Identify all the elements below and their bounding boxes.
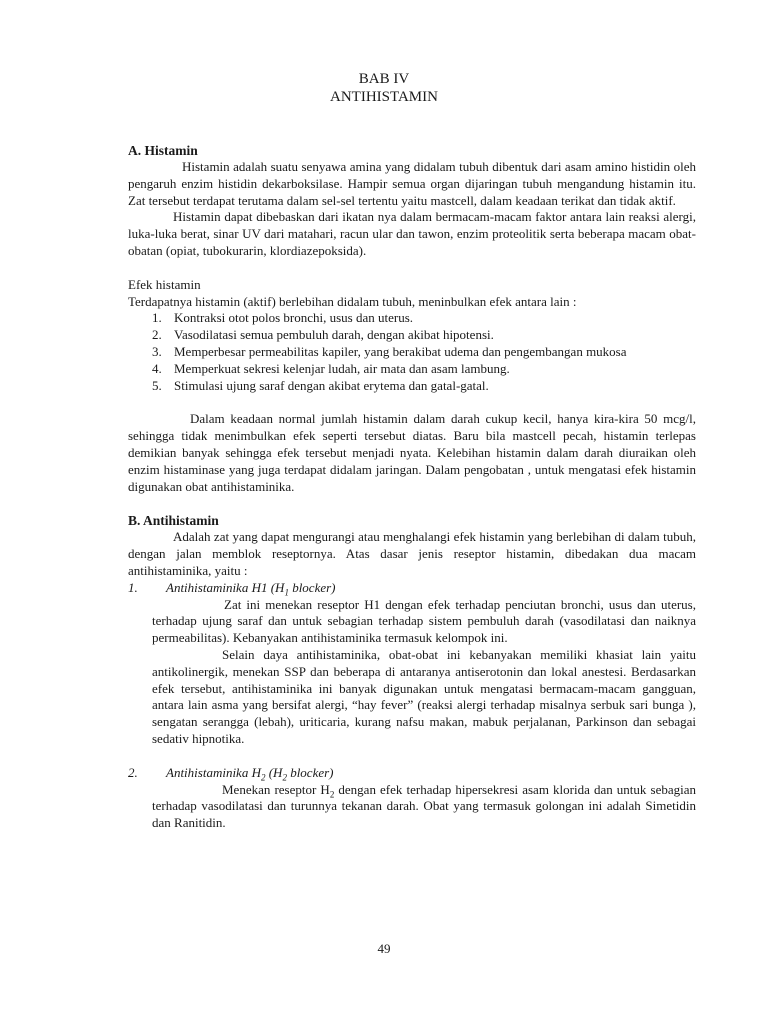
list-text: Kontraksi otot polos bronchi, usus dan uterus. bbox=[174, 310, 414, 326]
list-item bbox=[128, 310, 696, 327]
list-text: Stimulasi ujung saraf dengan akibat erytema dan gatal-gatal. bbox=[174, 377, 489, 393]
list-number: 1. bbox=[152, 310, 162, 326]
list-item bbox=[128, 344, 696, 361]
list-text: Memperkuat sekresi kelenjar ludah, air mata dan asam lambung. bbox=[174, 360, 510, 376]
spacer bbox=[128, 748, 696, 765]
antihistamin-intro: Adalah zat yang dapat mengurangi atau menghalangi efek histamin yang berlebihan di dalam tubuh, dengan jalan memblok reseptornya. Atas dasar jenis reseptor histamin, dibedakan dua macam antihistaminika, yaitu : bbox=[128, 529, 696, 578]
section-b-heading: B. Antihistamin bbox=[128, 513, 219, 529]
effects-heading: Efek histamin bbox=[128, 276, 201, 292]
chapter-label: BAB IV bbox=[358, 71, 410, 87]
subsection-title bbox=[166, 765, 334, 782]
h1-paragraph-2: Selain daya antihistaminika, obat-obat ini kebanyakan memiliki khasiat lain yaitu antikolinergik, menekan SSP dan beberapa di antaranya antiserotonin dan lokal anestesi. Berdasarkan efek tersebut, antihistaminika ini banyak digunakan untuk mengatasi bermacam-macam gangguan, antara lain asma yang bersifat alergi, “hay fever” (reaksi alergi terhadap misalnya serbuk sari bunga ), sengatan serangga (lebah), uriticaria, kurang nafsu makan, mabuk perjalanan, Parkinson dan sebagai sedativ hipnotika. bbox=[152, 646, 696, 746]
subsection-h1-body bbox=[152, 597, 696, 748]
subsection-h2-body bbox=[152, 782, 696, 832]
paragraph-text: Menekan reseptor H bbox=[222, 781, 330, 797]
list-number: 4. bbox=[152, 360, 162, 376]
effects-intro: Terdapatnya histamin (aktif) berlebihan didalam tubuh, meninbulkan efek antara lain : bbox=[128, 293, 577, 309]
subsection-number: 2. bbox=[128, 764, 138, 780]
h2-paragraph-1 bbox=[152, 782, 696, 832]
chapter-title: ANTIHISTAMIN bbox=[330, 89, 438, 105]
list-text: Vasodilatasi semua pembuluh darah, dengan akibat hipotensi. bbox=[174, 327, 494, 343]
effects-list bbox=[128, 310, 696, 394]
document-body bbox=[128, 142, 696, 832]
title-subscript: 1 bbox=[284, 587, 289, 598]
subsection-title bbox=[166, 580, 336, 597]
title-subscript: 2 bbox=[282, 772, 287, 783]
list-number: 3. bbox=[152, 343, 162, 359]
subsection-h2-heading bbox=[128, 765, 696, 782]
paragraph-subscript: 2 bbox=[329, 789, 335, 800]
list-item bbox=[128, 378, 696, 395]
list-text: Memperbesar permeabilitas kapiler, yang berakibat udema dan pengembangan mukosa bbox=[174, 343, 627, 359]
title-text: (H bbox=[265, 764, 283, 780]
subsection-h1-heading bbox=[128, 580, 696, 597]
section-a-heading: A. Histamin bbox=[128, 143, 198, 158]
paragraph-text: dengan efek terhadap hipersekresi asam klorida dan untuk sebagian terhadap vasodilatasi dan turunnya tekanan darah. Obat yang termasuk golongan ini adalah Simetidin dan Ranitidin. bbox=[152, 781, 696, 831]
histamin-paragraph-1: Histamin adalah suatu senyawa amina yang didalam tubuh dibentuk dari asam amino histidin oleh pengaruh enzim histidin dekarboksilase. Hampir semua organ dijaringan tubuh mengandung histamin itu. Zat tersebut terdapat terutama dalam sel-sel tertentu yaitu mastcell, dalam keadaan terikat dan tidak aktif. bbox=[128, 159, 696, 208]
histamin-paragraph-3: Dalam keadaan normal jumlah histamin dalam darah cukup kecil, hanya kira-kira 50 mcg/l, sehingga tidak menimbulkan efek seperti tersebut diatas. Baru bila mastcell pecah, histamin terlepas demikian banyak sehingga efek tersebut menjadi nyata. Kelebihan histamin dalam darah diuraikan oleh enzim histaminase yang juga terdapat didalam jaringan. Dalam pengobatan , untuk mengatasi efek histamin digunakan obat antihistaminika. bbox=[128, 411, 696, 494]
list-item bbox=[128, 361, 696, 378]
title-text: blocker) bbox=[286, 764, 334, 780]
h1-paragraph-1: Zat ini menekan reseptor H1 dengan efek terhadap penciutan bronchi, usus dan uterus, terhadap ujung saraf dan untuk sebagian terhadap sistem pembuluh darah (vasodilatasi dan naiknya permeabilitas). Kebanyakan antihistaminika termasuk kelompok ini. bbox=[152, 596, 696, 646]
spacer bbox=[128, 495, 696, 512]
title-text: Antihistaminika H bbox=[166, 764, 261, 780]
title-text: Antihistaminika H1 (H bbox=[166, 579, 285, 595]
histamin-paragraph-2: Histamin dapat dibebaskan dari ikatan nya dalam bermacam-macam faktor antara lain reaksi alergi, luka-luka berat, sinar UV dari matahari, racun ular dan tawon, enzim proteolitik serta beberapa macam obat-obatan (opiat, tubokurarin, klordiazepoksida). bbox=[128, 209, 696, 258]
spacer bbox=[128, 260, 696, 277]
title-subscript: 2 bbox=[260, 772, 266, 783]
title-text: blocker) bbox=[288, 579, 336, 595]
list-number: 2. bbox=[152, 327, 162, 343]
list-number: 5. bbox=[152, 377, 162, 393]
subsection-number: 1. bbox=[128, 579, 138, 595]
list-item bbox=[128, 327, 696, 344]
spacer bbox=[128, 394, 696, 411]
chapter-title-block bbox=[0, 70, 768, 106]
page-number: 49 bbox=[377, 941, 391, 956]
